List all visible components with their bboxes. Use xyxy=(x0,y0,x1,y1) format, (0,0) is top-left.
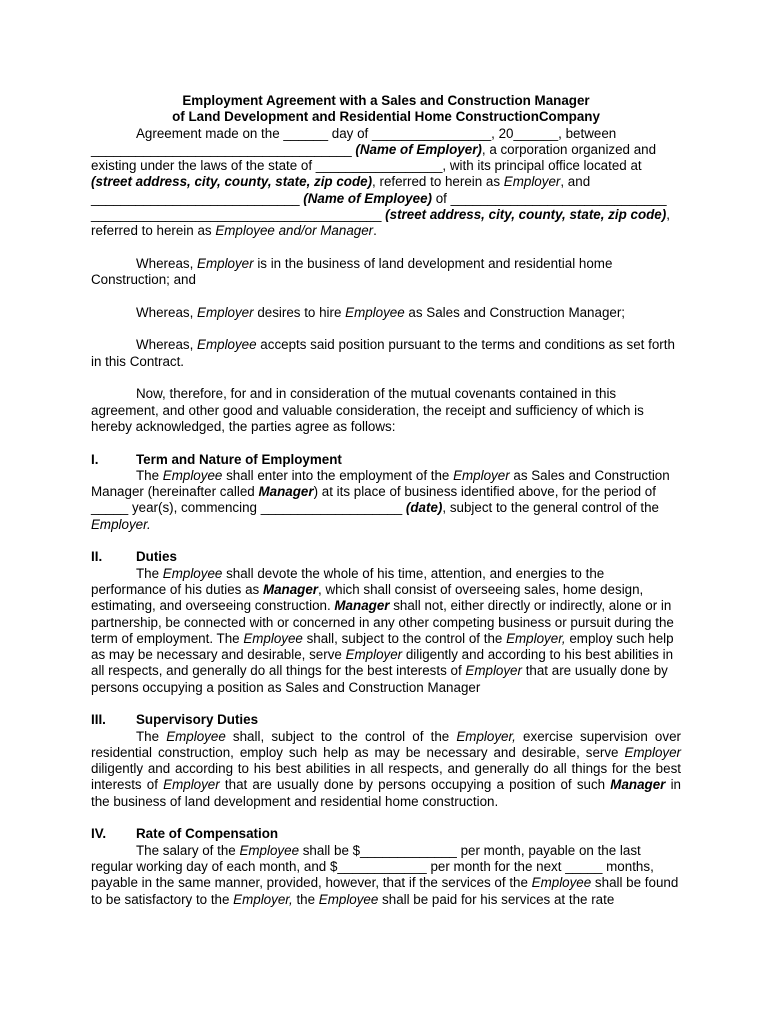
intro-line-6 xyxy=(91,207,681,223)
intro-text: . xyxy=(373,223,377,239)
employee-name-label: (Name of Employee) xyxy=(303,190,432,206)
intro-line-5 xyxy=(91,191,681,207)
whereas-paragraph-1 xyxy=(91,256,681,289)
employer-term: Employer xyxy=(465,663,522,679)
body-text: shall not, either directly or indirectly, alone or in partnership, be connected with or concerned in any other competing business or pursuit during the term of employment. The xyxy=(91,598,674,646)
date-label: (date) xyxy=(405,500,443,516)
employee-term: Employee xyxy=(318,891,379,907)
employee-term: Employee xyxy=(531,875,592,891)
body-text: The xyxy=(136,565,163,581)
body-text: shall be $_____________ per month, payable on the last regular working day of each month, and $____________ per month for the next _____ months, payable in the same manner, provided, however, that if the services of the xyxy=(91,842,654,891)
manager-term: Manager xyxy=(334,598,390,614)
section-2-body xyxy=(91,566,681,696)
whereas-text: accepts said position pursuant to the terms and conditions as set forth in this Contract. xyxy=(91,337,675,369)
body-text: employ such help as may be necessary and desirable, serve xyxy=(91,630,674,663)
employer-term: Employer. xyxy=(91,516,151,532)
body-text: as Sales and Construction Manager (hereinafter called xyxy=(91,467,670,500)
intro-line-3: existing under the laws of the state of _________________, with its principal office located at xyxy=(91,158,642,174)
whereas-text: Whereas, xyxy=(136,337,198,353)
employer-term: Employer, xyxy=(456,728,516,744)
body-text: in the business of land development and residential home construction. xyxy=(91,777,681,809)
section-number: I. xyxy=(91,451,99,467)
section-number: II. xyxy=(91,549,103,565)
section-title: Supervisory Duties xyxy=(136,712,259,728)
section-1-heading xyxy=(91,452,681,468)
whereas-paragraph-3 xyxy=(91,337,681,370)
body-text: shall, subject to the control of the xyxy=(225,728,457,744)
employee-term: Employee xyxy=(162,467,223,483)
employer-term: Employer xyxy=(624,744,681,760)
section-title: Term and Nature of Employment xyxy=(136,451,342,467)
body-text: that are usually done by persons occupying a position as Sales and Construction Manager xyxy=(91,663,668,695)
manager-term: Manager xyxy=(262,581,319,597)
body-text: the xyxy=(292,891,319,907)
whereas-text: is in the business of land development and residential home Construction; and xyxy=(91,255,613,288)
intro-text: , referred to herein as xyxy=(372,174,504,190)
section-4-heading xyxy=(91,826,681,842)
body-text: shall be found to be satisfactory to the xyxy=(91,875,679,907)
body-text: The xyxy=(136,728,167,744)
employee-manager-term: Employee and/or Manager xyxy=(215,223,374,239)
employer-name-label: (Name of Employer) xyxy=(355,141,482,157)
section-1-body xyxy=(91,468,681,533)
body-text: shall, subject to the control of the xyxy=(302,630,507,646)
manager-term: Manager xyxy=(258,484,314,500)
intro-line-2 xyxy=(91,142,681,158)
employee-term: Employee xyxy=(239,842,300,858)
employer-term: Employer, xyxy=(506,630,566,646)
employer-term: Employer xyxy=(197,304,254,320)
body-text: , which shall consist of overseeing sales, home design, estimating, and overseeing construction. xyxy=(91,581,644,614)
blank-employee-name: ____________________________ xyxy=(91,190,304,206)
manager-term: Manager xyxy=(610,777,666,793)
whereas-text: Whereas, xyxy=(136,255,198,271)
intro-text: referred to herein as xyxy=(91,223,216,239)
intro-paragraph xyxy=(91,126,681,240)
body-text: that are usually done by persons occupying a position of such xyxy=(219,777,611,793)
body-text: shall enter into the employment of the xyxy=(222,467,454,483)
body-text: diligently and according to his best abilities in all respects, and generally do all things for the best interests of xyxy=(91,647,674,679)
employee-term: Employee xyxy=(166,728,226,744)
intro-line-1: Agreement made on the ______ day of ________________, 20______, between xyxy=(136,125,617,141)
employer-term: Employer xyxy=(453,467,510,483)
body-text: shall be paid for his services at the rate xyxy=(378,891,615,907)
body-text: shall devote the whole of his time, attention, and energies to the performance of his duties as xyxy=(91,565,605,597)
whereas-paragraph-2 xyxy=(91,305,681,321)
intro-text: , a corporation organized and xyxy=(481,141,657,157)
whereas-text: as Sales and Construction Manager; xyxy=(404,304,626,320)
employer-term: Employer xyxy=(197,255,254,271)
whereas-text: desires to hire xyxy=(253,304,346,320)
document-title-line-1: Employment Agreement with a Sales and Construction Manager xyxy=(182,93,590,108)
now-therefore-paragraph: Now, therefore, for and in consideration of the mutual covenants contained in this agreement, and other good and valuable consideration, the receipt and sufficiency of which is hereby acknowledged, the parties agree as follows: xyxy=(91,386,644,434)
section-number: IV. xyxy=(91,826,107,842)
body-text: , subject to the general control of the xyxy=(442,500,659,516)
intro-text: , and xyxy=(560,174,591,190)
employer-term: Employer xyxy=(345,647,403,663)
body-text: The salary of the xyxy=(136,842,240,858)
section-number: III. xyxy=(91,712,106,728)
intro-line-4 xyxy=(91,174,681,190)
employee-term: Employee xyxy=(162,565,223,581)
employer-address-label: (street address, city, county, state, zip code) xyxy=(91,174,373,190)
body-text: exercise supervision over residential construction, employ such help as may be necessary and desirable, serve xyxy=(91,728,681,760)
employee-term: Employee xyxy=(345,304,405,320)
document-page xyxy=(91,93,681,908)
body-text: diligently and according to his best abilities in all respects, and generally do all things for the best interests of xyxy=(91,761,681,793)
employee-term: Employee xyxy=(197,337,257,353)
intro-text: of _____________________________ xyxy=(431,190,667,206)
section-title: Rate of Compensation xyxy=(136,826,279,842)
blank-employee-address: _______________________________________ xyxy=(91,207,386,223)
blank-employer-name: ___________________________________ xyxy=(91,141,356,157)
whereas-text: Whereas, xyxy=(136,304,198,320)
body-text: ) at its place of business identified above, for the period of _____ year(s), commencing ___________________ xyxy=(91,484,656,516)
section-title: Duties xyxy=(136,549,177,565)
employer-term: Employer, xyxy=(233,891,293,907)
employer-term: Employer xyxy=(163,777,220,793)
intro-line-7 xyxy=(91,223,681,239)
section-2-heading xyxy=(91,549,681,565)
document-title-line-2: of Land Development and Residential Home ConstructionCompany xyxy=(172,109,600,125)
section-4-body xyxy=(91,843,681,908)
employer-term: Employer xyxy=(503,174,561,190)
body-text: The xyxy=(136,467,163,483)
intro-text: , xyxy=(666,207,670,223)
employee-term: Employee xyxy=(243,630,303,646)
section-3-body xyxy=(91,729,681,810)
employee-address-label: (street address, city, county, state, zip code) xyxy=(385,207,667,223)
section-3-heading xyxy=(91,712,681,728)
